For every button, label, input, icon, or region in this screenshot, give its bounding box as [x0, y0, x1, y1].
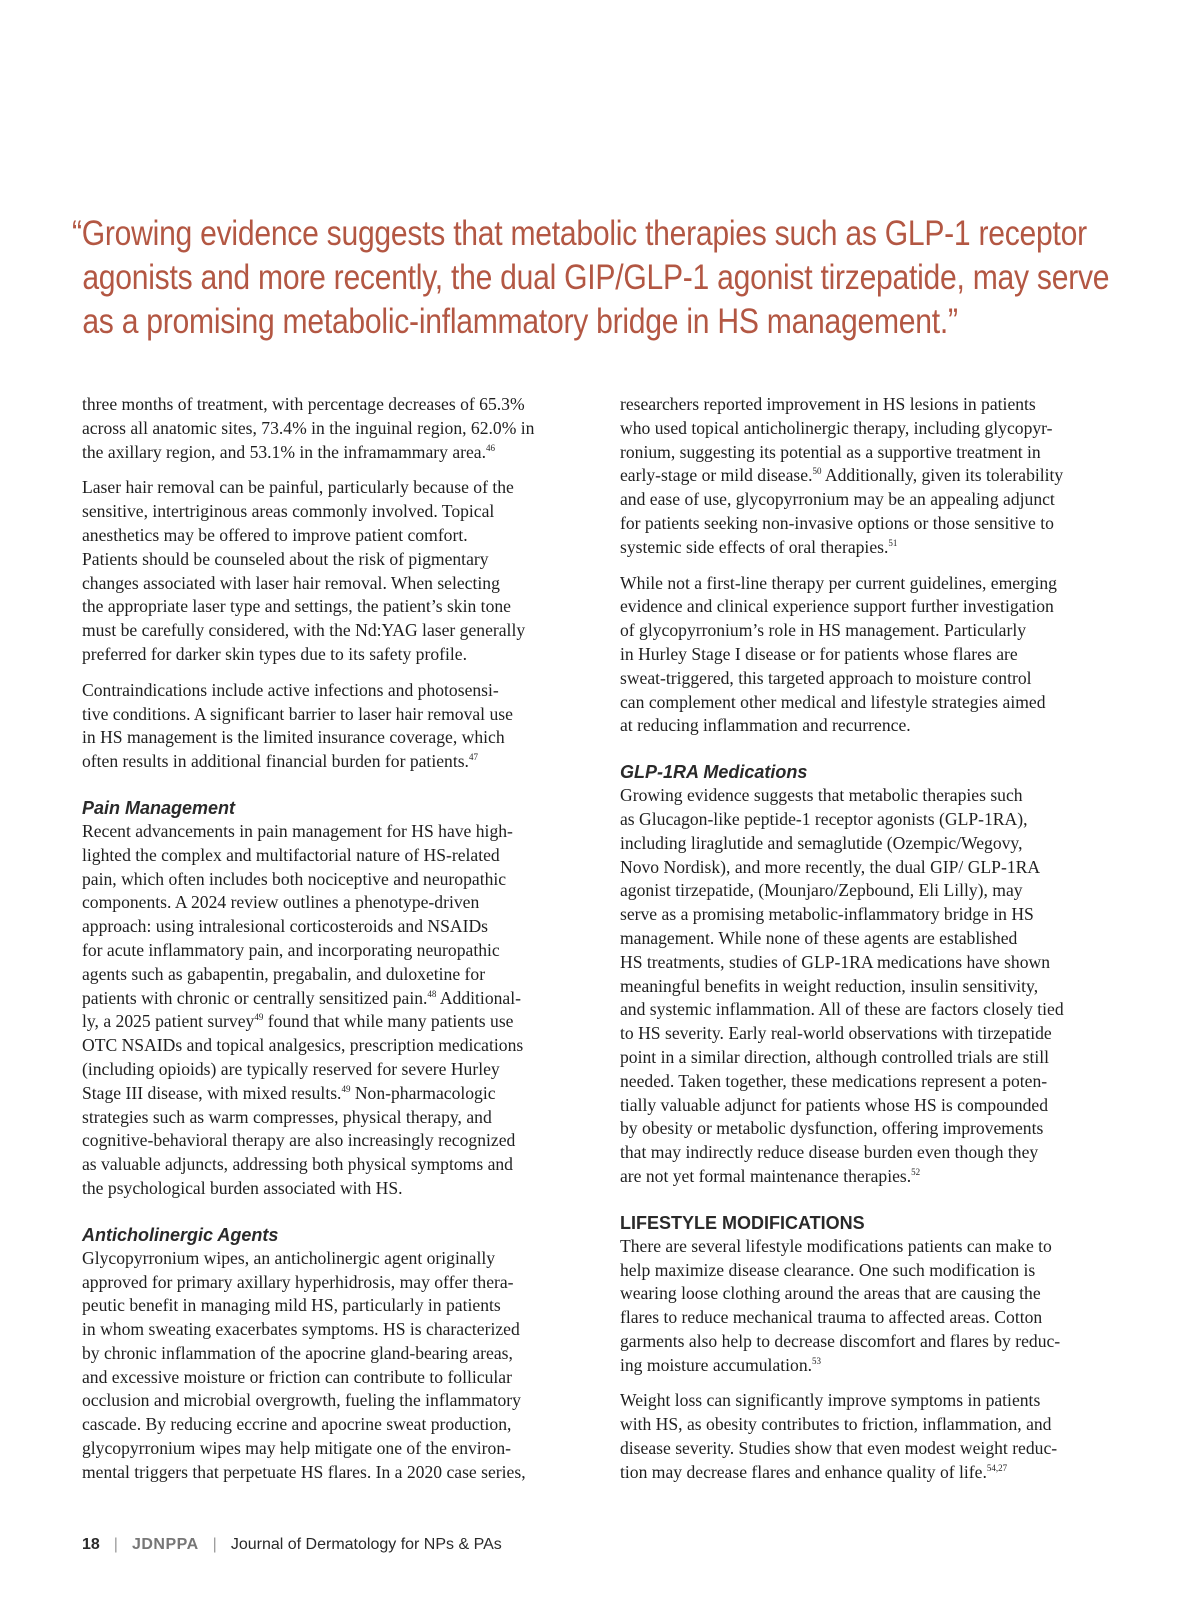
citation: 51	[888, 537, 898, 548]
paragraph-laser-results	[82, 393, 588, 464]
pull-quote-line: as a promising metabolic-inflammatory bridge in HS management.”	[82, 302, 958, 341]
text-line: glycopyrronium wipes may help mitigate one of the environ-	[82, 1438, 511, 1459]
paragraph-laser-pain	[82, 476, 588, 666]
text-line: meaningful benefits in weight reduction, insulin sensitivity,	[620, 975, 1039, 996]
text-line: pain, which often includes both nociceptive and neuropathic	[82, 868, 507, 889]
text-line: that may indirectly reduce disease burden even though they	[620, 1142, 1039, 1163]
text-line: HS treatments, studies of GLP-1RA medications have shown	[620, 951, 1051, 972]
text-line: Recent advancements in pain management for HS have high-	[82, 820, 513, 841]
citation: 46	[486, 442, 496, 453]
text-line: must be carefully considered, with the Nd:YAG laser generally	[82, 620, 526, 641]
text-line: agents such as gabapentin, pregabalin, and duloxetine for	[82, 963, 486, 984]
paragraph-pain-management	[82, 820, 588, 1201]
text-line: the psychological burden associated with HS.	[82, 1177, 403, 1198]
citation: 52	[911, 1166, 921, 1177]
text-line: at reducing inflammation and recurrence.	[620, 715, 911, 736]
text-line: three months of treatment, with percentage decreases of 65.3%	[82, 394, 525, 414]
text-line: cognitive-behavioral therapy are also increasingly recognized	[82, 1130, 516, 1151]
text-line: systemic side effects of oral therapies.$^{51}$	[620, 536, 898, 557]
text-line: serve as a promising metabolic-inflammatory bridge in HS	[620, 904, 1034, 925]
text-line: for acute inflammatory pain, and incorporating neuropathic	[82, 939, 500, 960]
paragraph-first-line	[620, 572, 1126, 739]
text-line: with HS, as obesity contributes to friction, inflammation, and	[620, 1414, 1052, 1435]
text-line: point in a similar direction, although controlled trials are still	[620, 1046, 1049, 1067]
text-line: anesthetics may be offered to improve patient comfort.	[82, 524, 468, 545]
paragraph-case-series	[620, 393, 1126, 560]
text-line: lighted the complex and multifactorial nature of HS-related	[82, 844, 500, 865]
text-line: ing moisture accumulation.$^{53}$	[620, 1354, 822, 1375]
right-column	[620, 393, 1126, 1497]
text-line: as valuable adjuncts, addressing both physical symptoms and	[82, 1154, 513, 1175]
text-line: Contraindications include active infections and photosensi-	[82, 679, 499, 700]
text-line: approved for primary axillary hyperhidrosis, may offer thera-	[82, 1271, 514, 1292]
text-line: early-stage or mild disease.$^{50}$ Additionally, given its tolerability	[620, 465, 1064, 486]
text-line: often results in additional financial burden for patients.$^{47}$	[82, 751, 478, 772]
text-line: sensitive, intertriginous areas commonly involved. Topical	[82, 501, 495, 522]
citation: 49	[254, 1012, 264, 1023]
text-line: ronium, suggesting its potential as a supportive treatment in	[620, 441, 1041, 462]
text-line: disease severity. Studies show that even modest weight reduc-	[620, 1438, 1058, 1459]
text-line: the axillary region, and 53.1% in the inframammary area.$^{46}$	[82, 441, 496, 462]
paragraph-lifestyle-clothing	[620, 1235, 1126, 1378]
text-line: and ease of use, glycopyrronium may be an appealing adjunct	[620, 489, 1055, 510]
paragraph-lifestyle-weight	[620, 1389, 1126, 1484]
pull-quote	[72, 212, 1110, 344]
page-footer	[82, 1536, 502, 1554]
citation: 49	[341, 1083, 351, 1094]
text-line: management. While none of these agents are established	[620, 927, 1018, 948]
text-line: help maximize disease clearance. One such modification is	[620, 1259, 1036, 1280]
paragraph-contraindications	[82, 679, 588, 774]
text-line: strategies such as warm compresses, physical therapy, and	[82, 1106, 492, 1127]
text-line: preferred for darker skin types due to its safety profile.	[82, 643, 467, 664]
pull-quote-line: “Growing evidence suggests that metabolic therapies such as GLP-1 receptor	[72, 214, 1087, 253]
text-line: components. A 2024 review outlines a phenotype-driven	[82, 892, 480, 913]
text-line: changes associated with laser hair removal. When selecting	[82, 572, 500, 593]
citation: 47	[468, 752, 478, 763]
pull-quote-line: agonists and more recently, the dual GIP/GLP-1 agonist tirzepatide, may serve	[82, 258, 1110, 297]
text-line: Growing evidence suggests that metabolic therapies such	[620, 785, 1023, 806]
text-line: ly, a 2025 patient survey$^{49}$ found that while many patients use	[82, 1011, 514, 1032]
heading-lifestyle-modifications: LIFESTYLE MODIFICATIONS	[620, 1212, 865, 1233]
text-line: wearing loose clothing around the areas that are causing the	[620, 1283, 1041, 1304]
citation: 50	[812, 466, 822, 477]
text-line: in HS management is the limited insurance coverage, which	[82, 727, 505, 748]
text-line: occlusion and microbial overgrowth, fueling the inflammatory	[82, 1390, 521, 1411]
heading-pain-management: Pain Management	[82, 797, 236, 818]
text-line: peutic benefit in managing mild HS, particularly in patients	[82, 1295, 501, 1316]
text-line: evidence and clinical experience support further investigation	[620, 596, 1054, 617]
text-line: sweat-triggered, this targeted approach to moisture control	[620, 667, 1032, 688]
journal-name: Journal of Dermatology for NPs & PAs	[230, 1536, 502, 1553]
citation: 48	[427, 988, 437, 999]
paragraph-anticholinergic	[82, 1247, 588, 1485]
citation: 53	[812, 1355, 822, 1366]
text-line: of glycopyrronium’s role in HS management. Particularly	[620, 620, 1027, 641]
text-line: Glycopyrronium wipes, an anticholinergic agent originally	[82, 1247, 496, 1268]
text-line: (including opioids) are typically reserved for severe Hurley	[82, 1058, 500, 1079]
text-line: Novo Nordisk), and more recently, the dual GIP/ GLP-1RA	[620, 856, 1041, 877]
text-line: tive conditions. A significant barrier to laser hair removal use	[82, 703, 513, 724]
heading-glp1ra-medications: GLP-1RA Medications	[620, 762, 808, 783]
text-line: patients with chronic or centrally sensitized pain.$^{48}$ Additional-	[82, 987, 521, 1008]
text-line: for patients seeking non-invasive options or those sensitive to	[620, 512, 1054, 533]
text-line: and systemic inflammation. All of these are factors closely tied	[620, 999, 1064, 1020]
footer-separator: |	[113, 1536, 118, 1553]
page-number: 18	[82, 1536, 100, 1553]
text-line: Patients should be counseled about the risk of pigmentary	[82, 548, 489, 569]
text-line: Stage III disease, with mixed results.$^{49}$ Non-pharmacologic	[82, 1082, 496, 1103]
text-line: across all anatomic sites, 73.4% in the inguinal region, 62.0% in	[82, 417, 535, 438]
footer-separator: |	[212, 1536, 217, 1553]
text-line: who used topical anticholinergic therapy, including glycopyr-	[620, 417, 1053, 438]
text-line: in Hurley Stage I disease or for patients whose flares are	[620, 643, 1018, 664]
text-line: garments also help to decrease discomfort and flares by reduc-	[620, 1330, 1061, 1351]
text-line: approach: using intralesional corticosteroids and NSAIDs	[82, 916, 489, 937]
paragraph-glp1ra	[620, 784, 1126, 1189]
text-line: and excessive moisture or friction can contribute to follicular	[82, 1366, 512, 1387]
left-column	[82, 393, 588, 1497]
text-line: as Glucagon-like peptide-1 receptor agonists (GLP-1RA),	[620, 808, 1028, 829]
text-line: by chronic inflammation of the apocrine gland-bearing areas,	[82, 1342, 513, 1363]
text-line: OTC NSAIDs and topical analgesics, prescription medications	[82, 1035, 524, 1056]
text-line: to HS severity. Early real-world observations with tirzepatide	[620, 1023, 1052, 1044]
text-line: There are several lifestyle modifications patients can make to	[620, 1235, 1052, 1256]
text-line: While not a first-line therapy per current guidelines, emerging	[620, 572, 1057, 593]
text-line: tially valuable adjunct for patients whose HS is compounded	[620, 1094, 1049, 1115]
text-line: by obesity or metabolic dysfunction, offering improvements	[620, 1118, 1044, 1139]
text-line: agonist tirzepatide, (Mounjaro/Zepbound, Eli Lilly), may	[620, 880, 1023, 901]
text-line: Weight loss can significantly improve symptoms in patients	[620, 1390, 1041, 1411]
text-line: Laser hair removal can be painful, particularly because of the	[82, 477, 514, 498]
text-line: mental triggers that perpetuate HS flares. In a 2020 case series,	[82, 1461, 526, 1482]
text-line: flares to reduce mechanical trauma to affected areas. Cotton	[620, 1307, 1043, 1328]
text-line: cascade. By reducing eccrine and apocrine sweat production,	[82, 1414, 512, 1435]
heading-anticholinergic-agents: Anticholinergic Agents	[82, 1224, 279, 1245]
text-line: including liraglutide and semaglutide (Ozempic/Wegovy,	[620, 832, 1023, 853]
text-line: needed. Taken together, these medications represent a poten-	[620, 1070, 1048, 1091]
journal-abbreviation: JDNPPA	[131, 1536, 199, 1553]
text-line: tion may decrease flares and enhance quality of life.$^{54,27}$	[620, 1461, 1008, 1482]
text-line: are not yet formal maintenance therapies.$^{52}$	[620, 1165, 921, 1186]
citation: 54,27	[986, 1462, 1008, 1473]
text-line: can complement other medical and lifestyle strategies aimed	[620, 691, 1046, 712]
text-line: researchers reported improvement in HS lesions in patients	[620, 394, 1036, 414]
text-line: in whom sweating exacerbates symptoms. HS is characterized	[82, 1319, 520, 1340]
text-line: the appropriate laser type and settings, the patient’s skin tone	[82, 596, 511, 617]
